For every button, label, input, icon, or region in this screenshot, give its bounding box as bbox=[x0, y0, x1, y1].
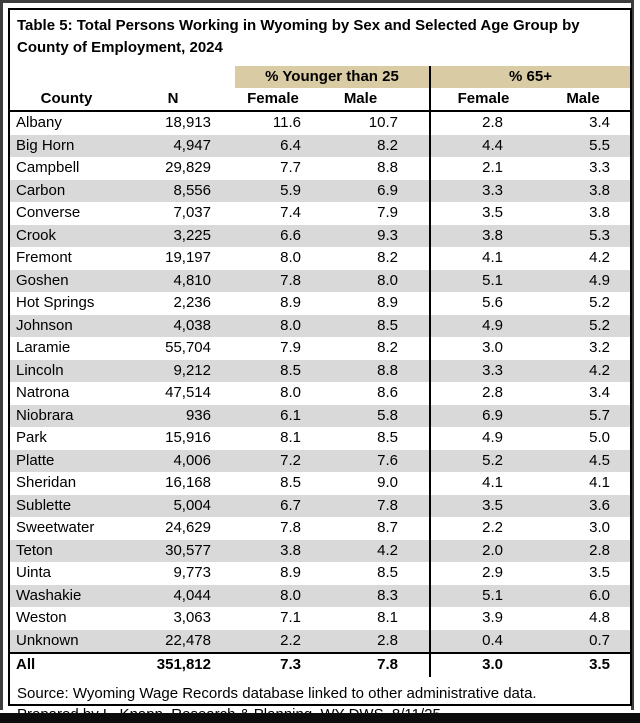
total-row bbox=[10, 652, 630, 677]
f65-cell: 5.6 bbox=[482, 294, 503, 311]
n-cell: 4,044 bbox=[173, 586, 211, 604]
table-body bbox=[10, 112, 630, 677]
f25-cell: 8.1 bbox=[280, 429, 301, 446]
table-row bbox=[10, 562, 630, 585]
f65-cell: 5.1 bbox=[482, 271, 503, 289]
n-cell: 7,037 bbox=[173, 204, 211, 221]
f65-cell: 3.5 bbox=[482, 496, 503, 514]
f65-cell: 2.9 bbox=[482, 564, 503, 581]
group-header-row bbox=[10, 66, 630, 88]
county-cell: Johnson bbox=[16, 316, 73, 334]
m25-cell: 7.6 bbox=[323, 450, 431, 473]
f25-cell: 11.6 bbox=[272, 114, 301, 131]
f25-cell: 7.3 bbox=[280, 656, 301, 673]
county-cell: Sheridan bbox=[16, 474, 77, 491]
county-cell: All bbox=[16, 656, 36, 673]
m25-cell: 8.3 bbox=[323, 585, 431, 608]
column-header-female-young: Female bbox=[247, 90, 299, 107]
m25-cell: 8.2 bbox=[323, 247, 431, 270]
f65-cell: 2.2 bbox=[482, 519, 503, 536]
n-cell: 16,168 bbox=[165, 474, 211, 491]
n-cell: 3,225 bbox=[173, 226, 211, 244]
table-row bbox=[10, 450, 630, 473]
m65-cell: 3.6 bbox=[589, 496, 610, 514]
county-cell: Big Horn bbox=[16, 136, 75, 154]
f25-cell: 8.0 bbox=[280, 586, 301, 604]
n-cell: 351,812 bbox=[156, 656, 211, 673]
m65-cell: 5.7 bbox=[589, 406, 610, 424]
table-row bbox=[10, 427, 630, 450]
m25-cell: 8.7 bbox=[323, 517, 431, 540]
f65-cell: 4.4 bbox=[482, 136, 503, 154]
f25-cell: 6.1 bbox=[280, 406, 301, 424]
table-row bbox=[10, 337, 630, 360]
group-header-65-plus: % 65+ bbox=[431, 66, 630, 88]
m65-cell: 0.7 bbox=[589, 631, 610, 649]
county-cell: Teton bbox=[16, 541, 53, 559]
m65-cell: 3.5 bbox=[589, 656, 610, 673]
m65-cell: 2.8 bbox=[589, 541, 610, 559]
table-row bbox=[10, 382, 630, 405]
m25-cell: 8.2 bbox=[323, 135, 431, 158]
county-cell: Carbon bbox=[16, 181, 66, 199]
n-cell: 19,197 bbox=[165, 249, 211, 266]
f65-cell: 2.0 bbox=[482, 541, 503, 559]
m25-cell: 8.9 bbox=[323, 292, 431, 315]
county-cell: Campbell bbox=[16, 159, 80, 176]
column-header-male-old: Male bbox=[566, 90, 600, 107]
f65-cell: 3.5 bbox=[482, 204, 503, 221]
m65-cell: 3.2 bbox=[589, 339, 610, 356]
m65-cell: 3.4 bbox=[589, 114, 610, 131]
f65-cell: 2.1 bbox=[482, 159, 503, 176]
f25-cell: 2.2 bbox=[280, 631, 301, 649]
m65-cell: 3.8 bbox=[589, 204, 610, 221]
m25-cell: 8.5 bbox=[323, 427, 431, 450]
f25-cell: 7.8 bbox=[280, 519, 301, 536]
group-header-empty-n bbox=[123, 66, 223, 88]
n-cell: 4,810 bbox=[173, 271, 211, 289]
n-cell: 4,947 bbox=[173, 136, 211, 154]
f25-cell: 6.6 bbox=[280, 226, 301, 244]
m25-cell: 7.8 bbox=[323, 654, 431, 677]
m25-cell: 8.8 bbox=[323, 157, 431, 180]
column-header-male-young: Male bbox=[323, 88, 431, 110]
f65-cell: 5.1 bbox=[482, 586, 503, 604]
m65-cell: 5.0 bbox=[589, 429, 610, 446]
county-cell: Converse bbox=[16, 204, 81, 221]
n-cell: 4,006 bbox=[173, 451, 211, 469]
f65-cell: 4.1 bbox=[482, 474, 503, 491]
f65-cell: 3.9 bbox=[482, 609, 503, 626]
table-row bbox=[10, 495, 630, 518]
n-cell: 4,038 bbox=[173, 316, 211, 334]
m65-cell: 4.1 bbox=[589, 474, 610, 491]
f65-cell: 3.0 bbox=[482, 656, 503, 673]
county-cell: Crook bbox=[16, 226, 57, 244]
n-cell: 5,004 bbox=[173, 496, 211, 514]
m25-cell: 8.5 bbox=[323, 562, 431, 585]
f25-cell: 6.7 bbox=[280, 496, 301, 514]
table-row bbox=[10, 405, 630, 428]
n-cell: 9,773 bbox=[173, 564, 211, 581]
n-cell: 29,829 bbox=[165, 159, 211, 176]
m65-cell: 3.0 bbox=[589, 519, 610, 536]
table-title: Table 5: Total Persons Working in Wyoming by Sex and Selected Age Group by County of Employment, 2024 bbox=[17, 17, 580, 56]
f25-cell: 8.0 bbox=[280, 316, 301, 334]
n-cell: 30,577 bbox=[165, 541, 211, 559]
f65-cell: 6.9 bbox=[482, 406, 503, 424]
county-cell: Fremont bbox=[16, 249, 72, 266]
n-cell: 9,212 bbox=[173, 361, 211, 379]
f65-cell: 2.8 bbox=[482, 114, 503, 131]
group-header-empty-county bbox=[10, 66, 123, 88]
county-cell: Weston bbox=[16, 609, 67, 626]
n-cell: 8,556 bbox=[173, 181, 211, 199]
n-cell: 55,704 bbox=[165, 339, 211, 356]
m65-cell: 4.8 bbox=[589, 609, 610, 626]
f25-cell: 7.9 bbox=[280, 339, 301, 356]
m25-cell: 7.8 bbox=[323, 495, 431, 518]
m25-cell: 7.9 bbox=[323, 202, 431, 225]
county-cell: Washakie bbox=[16, 586, 82, 604]
f25-cell: 8.0 bbox=[280, 384, 301, 401]
table-row bbox=[10, 112, 630, 135]
f65-cell: 2.8 bbox=[482, 384, 503, 401]
f65-cell: 4.9 bbox=[482, 316, 503, 334]
county-cell: Niobrara bbox=[16, 406, 74, 424]
n-cell: 936 bbox=[185, 406, 211, 424]
n-cell: 18,913 bbox=[165, 114, 211, 131]
table-row bbox=[10, 517, 630, 540]
f25-cell: 8.9 bbox=[280, 294, 301, 311]
m25-cell: 8.6 bbox=[323, 382, 431, 405]
m65-cell: 5.2 bbox=[589, 316, 610, 334]
m25-cell: 8.1 bbox=[323, 607, 431, 630]
m25-cell: 10.7 bbox=[323, 112, 431, 135]
f25-cell: 8.5 bbox=[280, 474, 301, 491]
m65-cell: 5.3 bbox=[589, 226, 610, 244]
m65-cell: 4.9 bbox=[589, 271, 610, 289]
table-row bbox=[10, 585, 630, 608]
m25-cell: 5.8 bbox=[323, 405, 431, 428]
m65-cell: 4.5 bbox=[589, 451, 610, 469]
n-cell: 2,236 bbox=[173, 294, 211, 311]
f25-cell: 7.2 bbox=[280, 451, 301, 469]
m65-cell: 4.2 bbox=[589, 249, 610, 266]
m25-cell: 4.2 bbox=[323, 540, 431, 563]
bottom-edge-bar bbox=[0, 713, 640, 723]
group-header-younger-25: % Younger than 25 bbox=[235, 66, 431, 88]
m25-cell: 8.0 bbox=[323, 270, 431, 293]
m25-cell: 2.8 bbox=[323, 630, 431, 653]
f65-cell: 3.3 bbox=[482, 361, 503, 379]
county-cell: Unknown bbox=[16, 631, 79, 649]
m25-cell: 9.0 bbox=[323, 472, 431, 495]
column-header-female-old: Female bbox=[457, 90, 510, 107]
table-row bbox=[10, 180, 630, 203]
m65-cell: 5.5 bbox=[589, 136, 610, 154]
county-cell: Goshen bbox=[16, 271, 69, 289]
county-cell: Laramie bbox=[16, 339, 71, 356]
m65-cell: 5.2 bbox=[589, 294, 610, 311]
f25-cell: 7.7 bbox=[280, 159, 301, 176]
county-cell: Uinta bbox=[16, 564, 52, 581]
table-box bbox=[8, 8, 632, 706]
m65-cell: 3.5 bbox=[589, 564, 610, 581]
header-spacer bbox=[10, 59, 630, 66]
f65-cell: 3.0 bbox=[482, 339, 503, 356]
f25-cell: 6.4 bbox=[280, 136, 301, 154]
source-line-1: Source: Wyoming Wage Records database linked to other administrative data. bbox=[17, 684, 537, 702]
m65-cell: 4.2 bbox=[589, 361, 610, 379]
county-cell: Park bbox=[16, 429, 47, 446]
county-cell: Natrona bbox=[16, 384, 70, 401]
table-row bbox=[10, 270, 630, 293]
county-cell: Sweetwater bbox=[16, 519, 95, 536]
n-cell: 22,478 bbox=[165, 631, 211, 649]
m25-cell: 8.8 bbox=[323, 360, 431, 383]
f65-cell: 4.9 bbox=[482, 429, 503, 446]
table-row bbox=[10, 157, 630, 180]
table-row bbox=[10, 630, 630, 653]
f25-cell: 8.9 bbox=[280, 564, 301, 581]
f25-cell: 7.8 bbox=[280, 271, 301, 289]
table-row bbox=[10, 472, 630, 495]
f65-cell: 0.4 bbox=[482, 631, 503, 649]
county-cell: Sublette bbox=[16, 496, 72, 514]
n-cell: 15,916 bbox=[165, 429, 211, 446]
table-row bbox=[10, 202, 630, 225]
f25-cell: 7.4 bbox=[280, 204, 301, 221]
m65-cell: 3.8 bbox=[589, 181, 610, 199]
m65-cell: 3.4 bbox=[589, 384, 610, 401]
county-cell: Albany bbox=[16, 114, 62, 131]
f65-cell: 4.1 bbox=[482, 249, 503, 266]
f25-cell: 8.5 bbox=[280, 361, 301, 379]
m25-cell: 6.9 bbox=[323, 180, 431, 203]
f65-cell: 5.2 bbox=[482, 451, 503, 469]
m25-cell: 9.3 bbox=[323, 225, 431, 248]
f25-cell: 7.1 bbox=[280, 609, 301, 626]
f25-cell: 8.0 bbox=[280, 249, 301, 266]
column-header-row bbox=[10, 88, 630, 112]
m25-cell: 8.5 bbox=[323, 315, 431, 338]
n-cell: 24,629 bbox=[165, 519, 211, 536]
table-row bbox=[10, 135, 630, 158]
table-row bbox=[10, 540, 630, 563]
column-header-county: County bbox=[40, 90, 93, 107]
table-row bbox=[10, 225, 630, 248]
n-cell: 47,514 bbox=[165, 384, 211, 401]
n-cell: 3,063 bbox=[173, 609, 211, 626]
table-row bbox=[10, 607, 630, 630]
county-cell: Lincoln bbox=[16, 361, 64, 379]
county-cell: Platte bbox=[16, 451, 55, 469]
column-header-n: N bbox=[167, 90, 179, 107]
m65-cell: 6.0 bbox=[589, 586, 610, 604]
m65-cell: 3.3 bbox=[589, 159, 610, 176]
f25-cell: 5.9 bbox=[280, 181, 301, 199]
table-row bbox=[10, 292, 630, 315]
county-cell: Hot Springs bbox=[16, 294, 95, 311]
table-row bbox=[10, 360, 630, 383]
table-row bbox=[10, 247, 630, 270]
m25-cell: 8.2 bbox=[323, 337, 431, 360]
f25-cell: 3.8 bbox=[280, 541, 301, 559]
f65-cell: 3.8 bbox=[482, 226, 503, 244]
f65-cell: 3.3 bbox=[482, 181, 503, 199]
table-row bbox=[10, 315, 630, 338]
